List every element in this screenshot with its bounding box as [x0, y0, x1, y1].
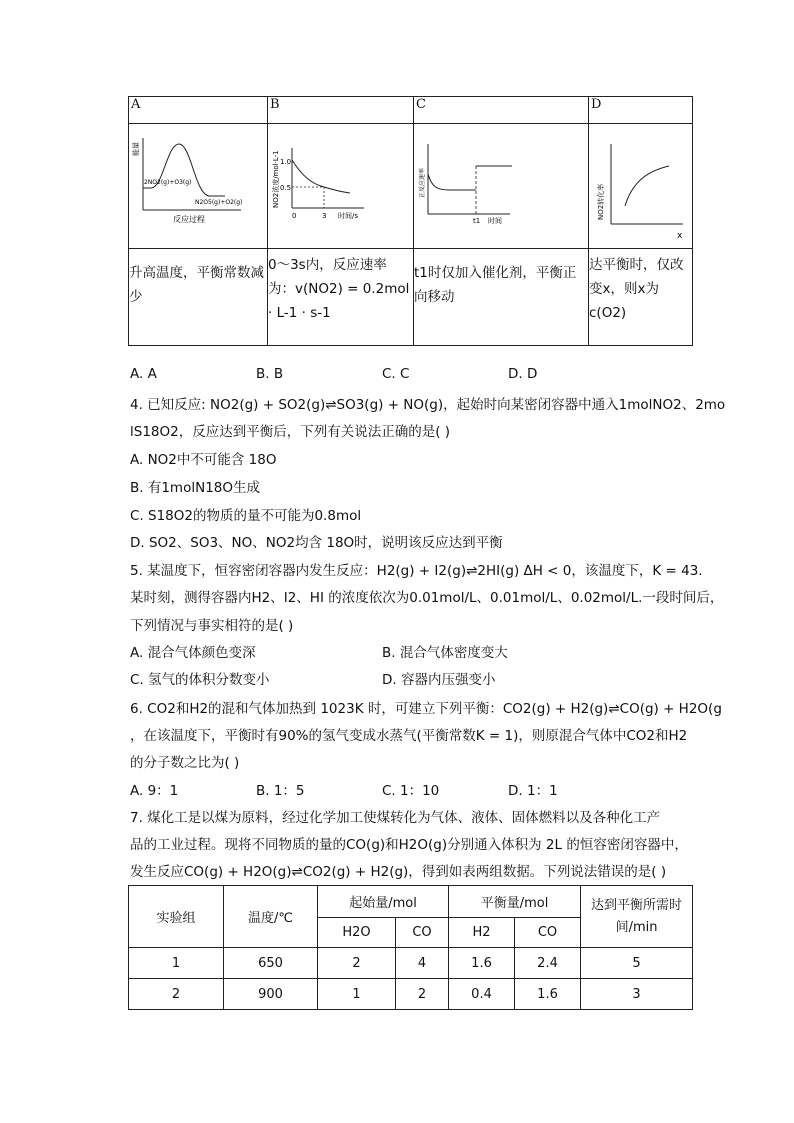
q4-stem-line1: 4. 已知反应: NO2(g) + SO2(g)⇌SO3(g) + NO(g)，起始时向某密闭容器中通入1molNO2、2mo [130, 397, 726, 413]
q4-option-b: B. 有1molN18O生成 [130, 480, 260, 496]
fig-b-tick-05: 0.5 [280, 184, 292, 192]
figure-b-cell [268, 124, 414, 249]
fig-b-ylabel: NO2浓度/mol·L-1 [272, 150, 280, 208]
table-cell: 4 [396, 948, 449, 979]
q3-option-d: D. D [508, 366, 538, 382]
table-header-b: B [268, 97, 414, 124]
conversion-graph [589, 124, 693, 248]
q7-stem-line2: 品的工业过程。现将不同物质的量的CO(g)和H2O(g)分别通入体积为 2L 的恒容密闭容器中， [130, 837, 688, 853]
q5-option-c: C. 氢气的体积分数变小 [130, 672, 270, 688]
desc-d-text: 达平衡时，仅改变x，则x为c(O2) [589, 257, 684, 321]
question3-options-table [128, 96, 693, 346]
q6-option-a: A. 9：1 [130, 783, 179, 799]
header-time: 达到平衡所需时间/min [581, 886, 693, 948]
header-initial-amount: 起始量/mol [318, 886, 449, 918]
table-cell: 2 [396, 979, 449, 1010]
q4-stem-line2: lS18O2，反应达到平衡后，下列有关说法正确的是( ) [130, 424, 451, 440]
q6-stem-line1: 6. CO2和H2的混和气体加热到 1023K 时，可建立下列平衡：CO2(g) + H2(g)⇌CO(g) + H2O(g [130, 701, 722, 717]
figure-d-cell [589, 124, 693, 249]
table-row [129, 948, 693, 979]
q7-stem-line3: 发生反应CO(g) + H2O(g)⇌CO2(g) + H2(g)，得到如表两组数据。下列说法错误的是( ) [130, 864, 667, 880]
q5-stem-line2: 某时刻，测得容器内H2、I2、HI 的浓度依次为0.01mol/L、0.01mol/L、0.02mol/L.一段时间后， [130, 590, 724, 606]
desc-b-text: 0～3s内，反应速率为：v(NO2) = 0.2mol · L-1 · s-1 [268, 257, 410, 321]
table-header-c: C [414, 97, 589, 124]
q6-option-b: B. 1：5 [256, 783, 305, 799]
q3-option-b: B. B [256, 366, 284, 382]
table-cell: 5 [581, 948, 693, 979]
fig-b-x3: 3 [322, 212, 327, 220]
fig-c-ylabel: 正反应速率 [419, 167, 426, 198]
fig-c-t1: t1 [473, 217, 481, 225]
q4-option-d: D. SO2、SO3、NO、NO2均含 18O时，说明该反应达到平衡 [130, 535, 503, 551]
q4-option-a: A. NO2中不可能含 18O [130, 452, 277, 468]
subheader-h2: H2 [449, 918, 515, 948]
desc-a-text: 升高温度，平衡常数减少 [129, 265, 264, 305]
q5-option-a: A. 混合气体颜色变深 [130, 645, 256, 661]
table-cell: 900 [224, 979, 318, 1010]
fig-a-reactant: 2NO2(g)+O3(g) [144, 179, 192, 186]
fig-b-x0: 0 [292, 212, 297, 220]
table-header-d: D [589, 97, 693, 124]
table-cell: 0.4 [449, 979, 515, 1010]
table-cell: 2.4 [515, 948, 581, 979]
header-group: 实验组 [129, 886, 224, 948]
rate-graph [414, 124, 589, 248]
q7-stem-line1: 7. 煤化工是以煤为原料，经过化学加工使煤转化为气体、液体、固体燃料以及各种化工产 [130, 810, 661, 826]
subheader-co-initial: CO [396, 918, 449, 948]
q5-stem-line3: 下列情况与事实相符的是( ) [130, 618, 294, 634]
fig-b-tick-1: 1.0 [280, 158, 292, 166]
fig-d-xlabel: x [677, 231, 683, 241]
desc-c-text: t1时仅加入催化剂，平衡正向移动 [414, 265, 577, 305]
fig-a-product: N2O5(g)+O2(g) [195, 199, 243, 206]
q5-option-d: D. 容器内压强变小 [382, 672, 496, 688]
table-cell: 3 [581, 979, 693, 1010]
concentration-graph [268, 124, 414, 248]
fig-c-xlabel: 时间 [488, 217, 502, 225]
figure-a-cell [129, 124, 268, 249]
table-header-a: A [129, 97, 268, 124]
q3-option-c: C. C [382, 366, 410, 382]
table-cell: 1.6 [449, 948, 515, 979]
option-c-description [414, 249, 589, 346]
q6-stem-line3: 的分子数之比为( ) [130, 755, 240, 771]
table-cell: 1.6 [515, 979, 581, 1010]
energy-diagram [129, 124, 268, 248]
q5-option-b: B. 混合气体密度变大 [382, 645, 508, 661]
option-b-description [268, 249, 414, 346]
q6-stem-line2: ，在该温度下，平衡时有90%的氢气变成水蒸气(平衡常数K = 1)，则原混合气体中CO2和H2 [130, 728, 688, 744]
q4-option-c: C. S18O2的物质的量不可能为0.8mol [130, 508, 362, 524]
fig-d-ylabel: NO2转化率 [597, 183, 605, 220]
table-cell: 2 [318, 948, 396, 979]
fig-a-ylabel: 能量 [132, 142, 140, 156]
q6-option-d: D. 1：1 [508, 783, 558, 799]
table-cell: 1 [129, 948, 224, 979]
table-cell: 1 [318, 979, 396, 1010]
q5-stem-line1: 5. 某温度下，恒容密闭容器内发生反应：H2(g) + I2(g)⇌2HI(g) ΔH < 0，该温度下，K = 43. [130, 563, 703, 579]
q3-option-a: A. A [130, 366, 157, 382]
figure-c-cell [414, 124, 589, 249]
header-equilibrium-amount: 平衡量/mol [449, 886, 581, 918]
table-row [129, 979, 693, 1010]
subheader-h2o: H2O [318, 918, 396, 948]
fig-a-xlabel: 反应过程 [173, 215, 205, 224]
q6-option-c: C. 1：10 [382, 783, 440, 799]
table-cell: 2 [129, 979, 224, 1010]
table-cell: 650 [224, 948, 318, 979]
experiment-data-table [128, 885, 693, 1010]
header-temperature: 温度/℃ [224, 886, 318, 948]
option-d-description [589, 249, 693, 346]
subheader-co-equilibrium: CO [515, 918, 581, 948]
fig-b-xlabel: 时间/s [338, 212, 359, 220]
option-a-description [129, 249, 268, 346]
